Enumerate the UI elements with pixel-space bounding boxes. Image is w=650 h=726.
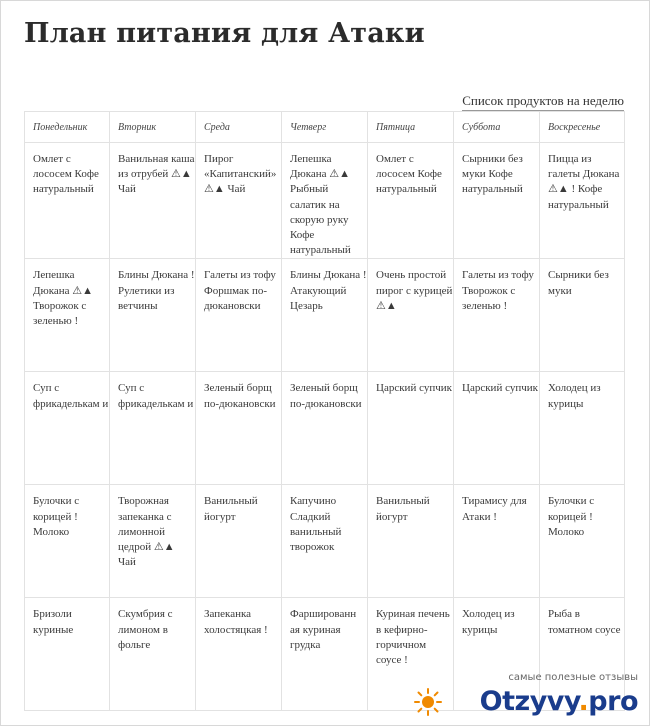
meal-cell	[110, 143, 196, 259]
logo-main: Otzyvy	[479, 686, 579, 717]
day-header: Суббота	[454, 112, 540, 143]
meal-cell	[25, 372, 110, 485]
meal-item-link[interactable]: Сырники без муки	[548, 269, 609, 297]
meal-item-link[interactable]: Скумбрия с лимоном в фольге	[118, 608, 173, 651]
meal-item-link[interactable]: Лепешка Дюкана ⚠▲ Творожок с зеленью !	[33, 269, 94, 328]
meal-item-link[interactable]: Лепешка Дюкана ⚠▲ Рыбный салатик на скорую руку Кофе натуральный	[290, 153, 351, 257]
meal-cell	[196, 485, 282, 598]
watermark-tagline: самые полезные отзывы	[508, 672, 638, 683]
meal-plan-table	[24, 111, 625, 711]
meal-item-link[interactable]: Омлет с лососем Кофе натуральный	[376, 153, 442, 196]
meal-item-link[interactable]: Булочки с корицей ! Молоко	[33, 495, 80, 538]
meal-cell	[368, 372, 454, 485]
meal-cell	[368, 143, 454, 259]
meal-cell	[282, 259, 368, 372]
day-header: Вторник	[110, 112, 196, 143]
shopping-list-link[interactable]: Список продуктов на неделю	[462, 93, 624, 112]
meal-item-link[interactable]: Ванильный йогурт	[376, 495, 430, 523]
logo-tld: pro	[588, 686, 638, 717]
meal-cell	[454, 143, 540, 259]
table-row	[25, 485, 625, 598]
meal-item-link[interactable]: Ванильная каша из отрубей ⚠▲ Чай	[118, 153, 195, 196]
meal-cell	[25, 259, 110, 372]
meal-item-link[interactable]: Зеленый борщ по-дюкановски	[204, 382, 276, 410]
meal-item-link[interactable]: Галеты из тофу Форшмак по-дюкановски	[204, 269, 276, 312]
day-header: Воскресенье	[540, 112, 625, 143]
meal-cell	[368, 485, 454, 598]
meal-item-link[interactable]: Блины Дюкана ! Рулетики из ветчины	[118, 269, 195, 312]
meal-cell	[540, 143, 625, 259]
meal-cell	[368, 259, 454, 372]
meal-item-link[interactable]: Пицца из галеты Дюкана ⚠▲ ! Кофе натуральный	[548, 153, 620, 211]
meal-cell	[25, 485, 110, 598]
meal-item-link[interactable]: Холодец из курицы	[462, 608, 515, 636]
logo-dot: .	[578, 686, 589, 717]
meal-cell	[110, 259, 196, 372]
watermark-logo	[480, 686, 638, 717]
meal-item-link[interactable]: Царский супчик	[462, 382, 538, 395]
page-title: План питания для Атаки	[24, 18, 425, 49]
meal-cell	[540, 372, 625, 485]
meal-cell	[196, 372, 282, 485]
table-row	[25, 259, 625, 372]
meal-cell	[196, 143, 282, 259]
table-row	[25, 143, 625, 259]
meal-item-link[interactable]: Ванильный йогурт	[204, 495, 258, 523]
day-header: Понедельник	[25, 112, 110, 143]
meal-cell	[196, 259, 282, 372]
table-header-row	[25, 112, 625, 143]
table-row	[25, 372, 625, 485]
meal-item-link[interactable]: Омлет с лососем Кофе натуральный	[33, 153, 99, 196]
meal-cell	[282, 598, 368, 711]
meal-cell	[454, 259, 540, 372]
meal-item-link[interactable]: Запеканка холостяцкая !	[204, 608, 268, 636]
meal-cell	[282, 485, 368, 598]
meal-item-link[interactable]: Бризоли куриные	[33, 608, 74, 636]
meal-cell	[25, 143, 110, 259]
meal-cell	[25, 598, 110, 711]
meal-cell	[454, 372, 540, 485]
day-header: Четверг	[282, 112, 368, 143]
meal-item-link[interactable]: Суп с фрикаделькам и	[33, 382, 109, 410]
meal-item-link[interactable]: Капучино Сладкий ванильный творожок	[290, 495, 342, 554]
meal-item-link[interactable]: Сырники без муки Кофе натуральный	[462, 153, 523, 196]
day-header: Среда	[196, 112, 282, 143]
meal-item-link[interactable]: Тирамису для Атаки !	[462, 495, 527, 523]
meal-item-link[interactable]: Царский супчик	[376, 382, 452, 395]
sun-logo-icon	[414, 688, 442, 716]
meal-cell	[282, 143, 368, 259]
day-header: Пятница	[368, 112, 454, 143]
meal-item-link[interactable]: Зеленый борщ по-дюкановски	[290, 382, 362, 410]
meal-cell	[110, 598, 196, 711]
meal-item-link[interactable]: Куриная печень в кефирно-горчичном соусе !	[376, 608, 450, 667]
meal-cell	[110, 485, 196, 598]
meal-item-link[interactable]: Фаршированн ая куриная грудка	[290, 608, 357, 651]
meal-cell	[454, 485, 540, 598]
meal-item-link[interactable]: Творожная запеканка с лимонной цедрой ⚠▲ Чай	[118, 495, 175, 569]
meal-cell	[540, 259, 625, 372]
watermark	[412, 672, 642, 722]
meal-item-link[interactable]: Очень простой пирог с курицей ⚠▲	[376, 269, 453, 312]
meal-item-link[interactable]: Блины Дюкана ! Атакующий Цезарь	[290, 269, 367, 312]
meal-item-link[interactable]: Холодец из курицы	[548, 382, 601, 410]
meal-cell	[196, 598, 282, 711]
meal-item-link[interactable]: Рыба в томатном соусе	[548, 608, 621, 636]
meal-cell	[282, 372, 368, 485]
meal-item-link[interactable]: Суп с фрикаделькам и	[118, 382, 194, 410]
meal-item-link[interactable]: Пирог «Капитанский» ⚠▲ Чай	[204, 153, 277, 196]
meal-item-link[interactable]: Булочки с корицей ! Молоко	[548, 495, 595, 538]
meal-cell	[540, 485, 625, 598]
meal-cell	[110, 372, 196, 485]
meal-item-link[interactable]: Галеты из тофу Творожок с зеленью !	[462, 269, 534, 312]
